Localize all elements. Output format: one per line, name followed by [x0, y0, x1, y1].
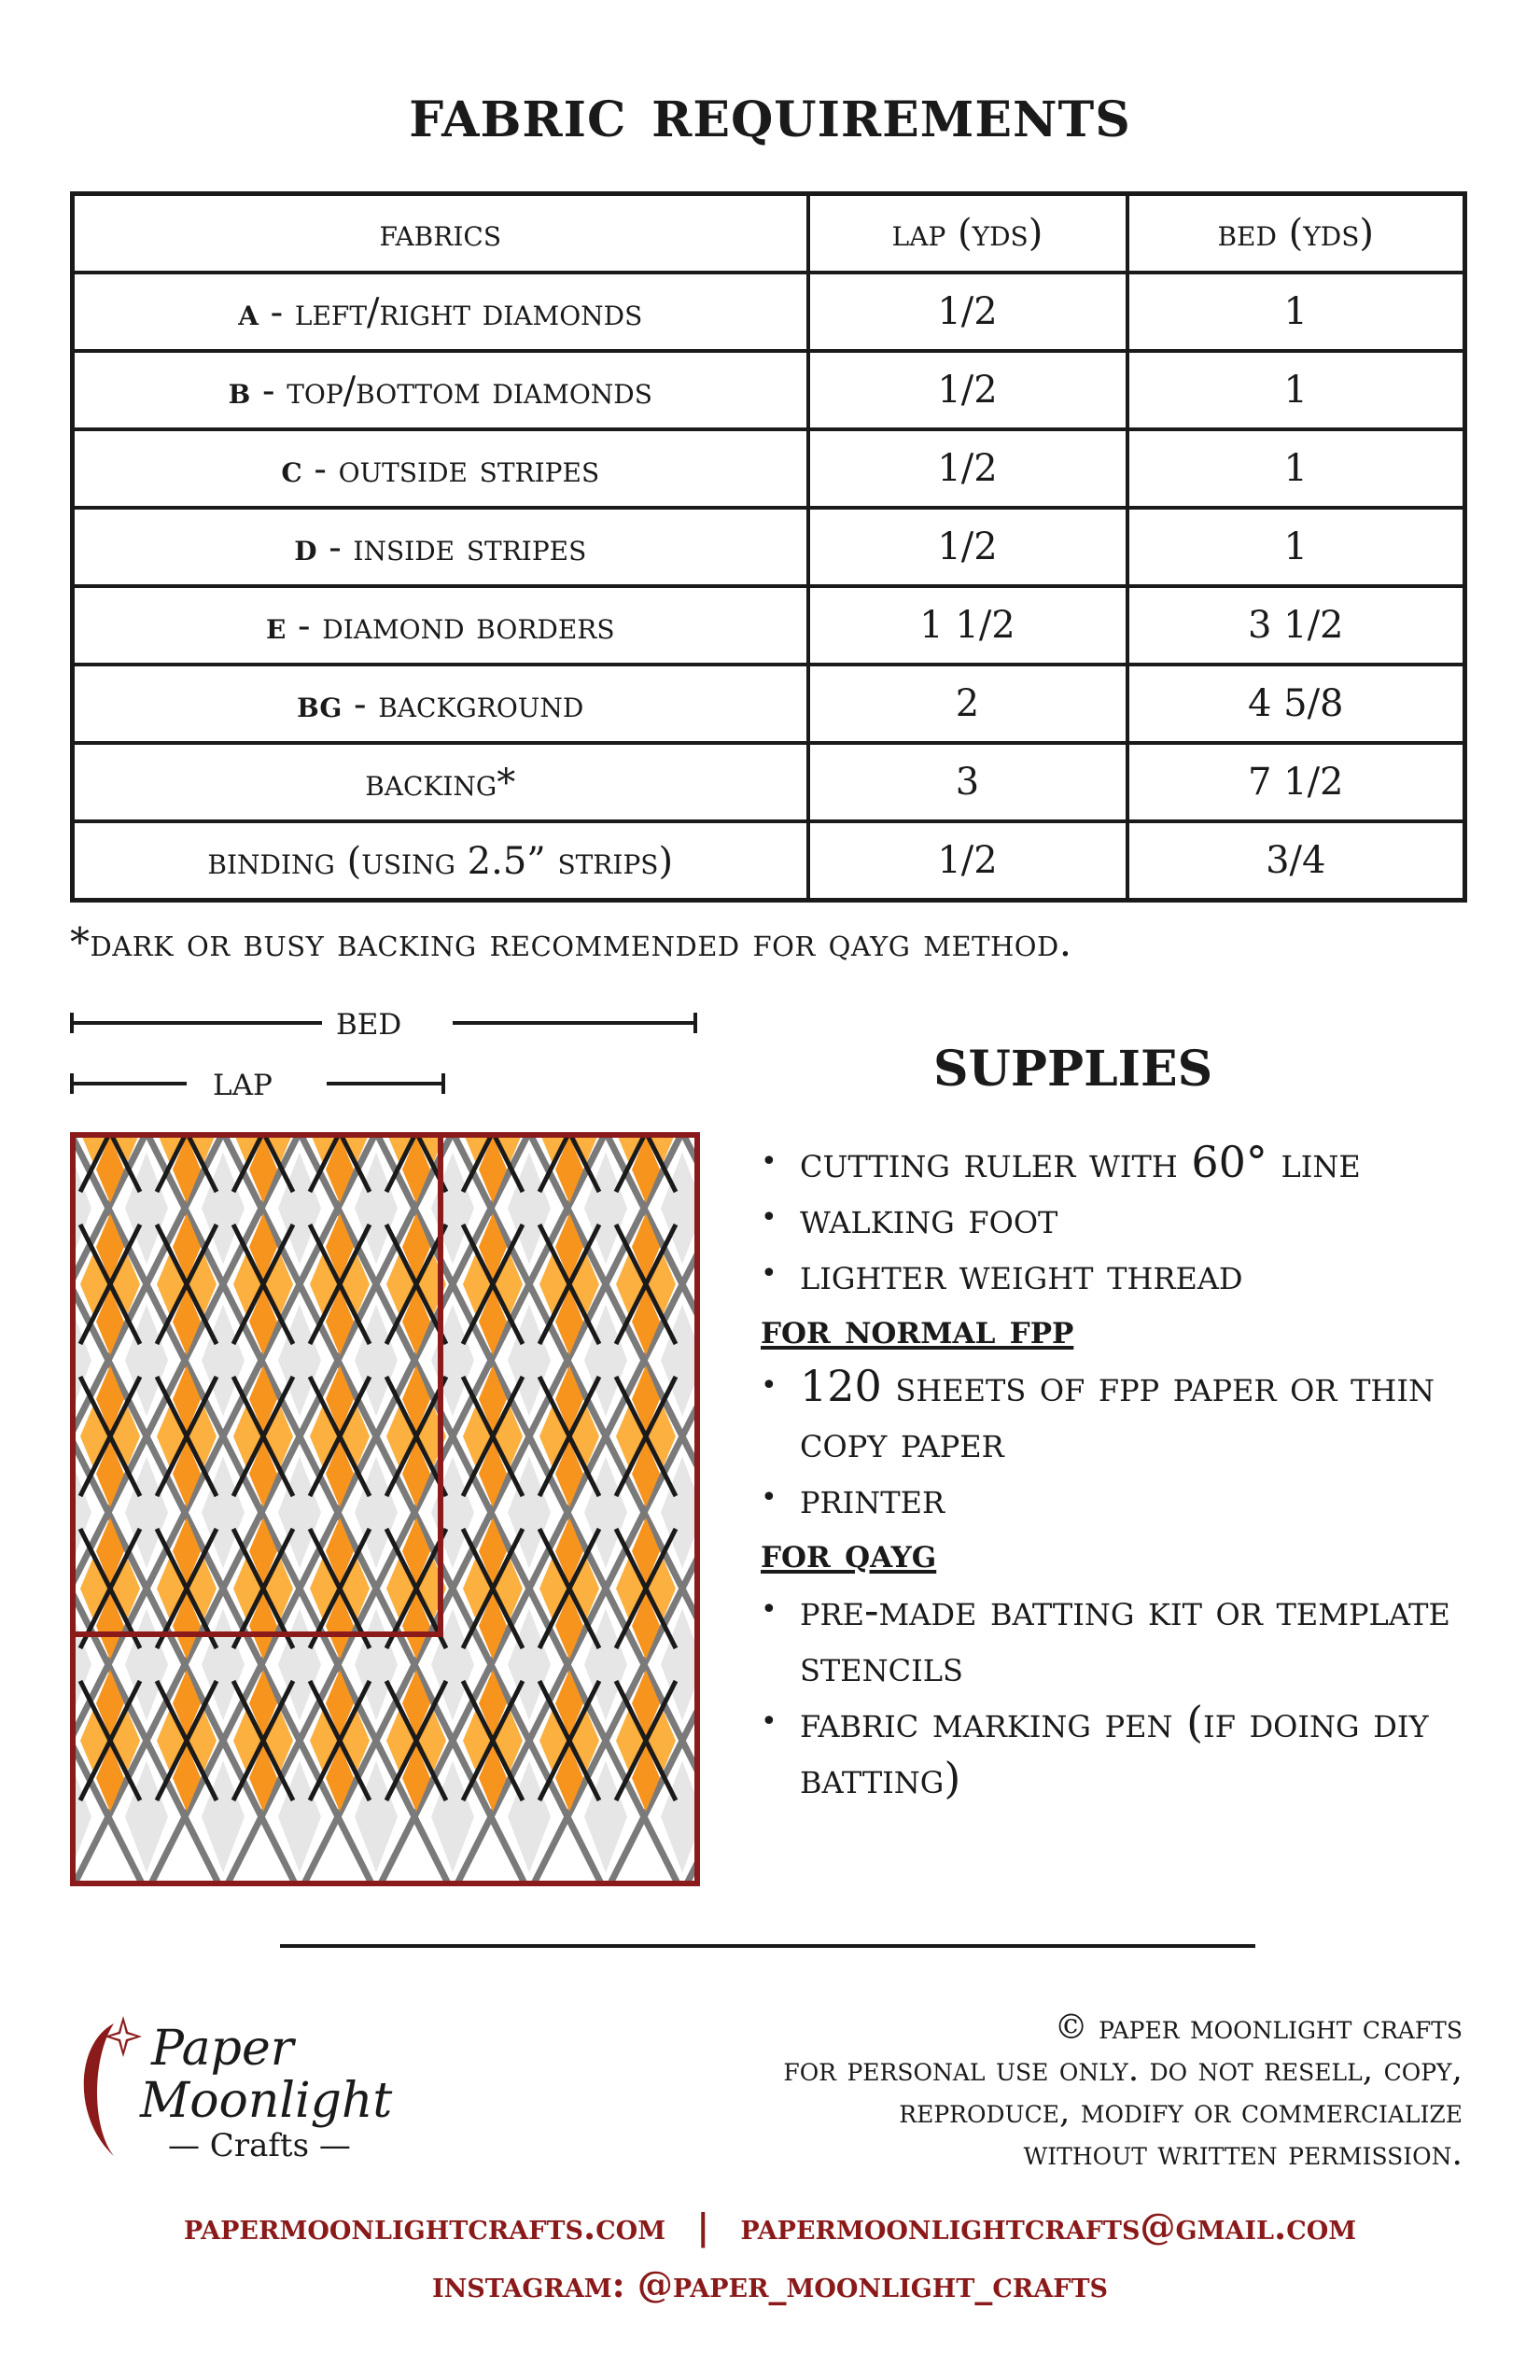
fabric-code: e	[265, 603, 287, 648]
usage-line: without written permission.	[1023, 2135, 1463, 2173]
table-row	[73, 508, 1465, 586]
supply-item: • 120 sheets of fpp paper or thin copy paper	[761, 1358, 1489, 1470]
bed-dim-line-left	[70, 1021, 322, 1025]
lap-cell: 1 1/2	[808, 586, 1127, 665]
lap-dim-tick-right	[441, 1073, 445, 1094]
fabric-code: a	[238, 289, 259, 334]
brand-logo	[65, 2007, 457, 2175]
page-title: fabric requirements	[409, 73, 1131, 153]
lap-cell: 1/2	[808, 508, 1127, 586]
contact-line	[0, 2198, 1540, 2256]
fabric-cell	[73, 743, 808, 821]
header-lap: lap (yds)	[808, 194, 1127, 273]
star-inner-icon	[110, 2023, 136, 2051]
copyright-line: © paper moonlight crafts	[1054, 2009, 1463, 2047]
table-header-row	[73, 194, 1465, 273]
fabric-desc: backing*	[365, 761, 516, 805]
table-row	[73, 351, 1465, 429]
table-row	[73, 586, 1465, 665]
lap-dim-label: lap	[213, 1057, 273, 1105]
bed-cell: 1	[1127, 429, 1465, 508]
lap-dim-line-right	[327, 1082, 445, 1085]
lap-cell: 1/2	[808, 351, 1127, 429]
fabric-desc: - top/bottom diamonds	[250, 369, 652, 413]
bed-cell: 1	[1127, 508, 1465, 586]
fabric-desc: - left/right diamonds	[258, 290, 643, 334]
fabric-cell	[73, 429, 808, 508]
bed-cell: 4 5/8	[1127, 665, 1465, 743]
bed-cell: 3 1/2	[1127, 586, 1465, 665]
fpp-subheading: for normal fpp	[761, 1306, 1074, 1353]
bed-dim-label: bed	[336, 997, 402, 1044]
fabric-requirements-table	[70, 191, 1467, 903]
bed-dim-tick-right	[693, 1013, 697, 1033]
supply-item: • walking foot	[761, 1190, 1489, 1246]
supply-item: • cutting ruler with 60° line	[761, 1134, 1489, 1190]
fabric-desc: - outside stripes	[301, 447, 600, 491]
header-bed: bed (yds)	[1127, 194, 1465, 273]
link-separator: |	[696, 2205, 710, 2247]
table-row	[73, 821, 1465, 901]
fabric-cell	[73, 508, 808, 586]
supply-item: • pre-made batting kit or template stencils	[761, 1582, 1489, 1694]
qayg-subheading: for qayg	[761, 1530, 937, 1577]
fabric-code: d	[294, 525, 317, 569]
bed-cell: 3/4	[1127, 821, 1465, 901]
table-row	[73, 429, 1465, 508]
lap-cell: 2	[808, 665, 1127, 743]
table-row	[73, 273, 1465, 351]
lap-cell: 1/2	[808, 821, 1127, 901]
divider-line	[280, 1944, 1255, 1948]
supply-item: • printer	[761, 1470, 1489, 1526]
moon-icon	[84, 2023, 114, 2156]
fabric-desc: binding (using 2.5” strips)	[207, 839, 674, 883]
fabric-code: b	[228, 368, 251, 413]
fabric-code: bg	[297, 681, 343, 726]
fabric-cell	[73, 821, 808, 901]
logo-word-crafts: — Crafts —	[168, 2127, 351, 2164]
lap-cell: 1/2	[808, 429, 1127, 508]
bed-cell: 1	[1127, 273, 1465, 351]
fabric-desc: - diamond borders	[286, 604, 615, 648]
supplies-list	[761, 1134, 1489, 1806]
lap-cell: 3	[808, 743, 1127, 821]
fabric-cell	[73, 586, 808, 665]
copyright-block	[623, 2007, 1463, 2175]
header-fabrics: fabrics	[73, 194, 808, 273]
usage-line: reproduce, modify or commercialize	[899, 2093, 1463, 2131]
bed-cell: 7 1/2	[1127, 743, 1465, 821]
backing-note: *dark or busy backing recommended for qayg method.	[70, 919, 1072, 965]
bed-dim-line-right	[453, 1021, 697, 1025]
logo-word-paper: Paper	[151, 2021, 294, 2077]
fabric-code: c	[281, 446, 302, 491]
contact-links	[0, 2198, 1540, 2314]
fabric-cell	[73, 665, 808, 743]
email-link[interactable]: papermoonlightcrafts@gmail.com	[740, 2205, 1357, 2247]
supply-item: • fabric marking pen (if doing diy batting)	[761, 1694, 1489, 1806]
lap-dim-line-left	[70, 1082, 187, 1085]
instagram-link[interactable]: instagram: @paper_moonlight_crafts	[431, 2263, 1109, 2305]
logo-word-moonlight: Moonlight	[140, 2073, 393, 2129]
bed-cell: 1	[1127, 351, 1465, 429]
quilt-diagram	[70, 1132, 700, 1886]
fabric-cell	[73, 351, 808, 429]
fabric-desc: - background	[342, 682, 584, 726]
fabric-cell	[73, 273, 808, 351]
usage-line: for personal use only. do not resell, copy,	[783, 2051, 1463, 2089]
supply-item: • lighter weight thread	[761, 1246, 1489, 1302]
table-row	[73, 743, 1465, 821]
supplies-heading: supplies	[933, 1022, 1213, 1102]
logo-graphic	[65, 2007, 457, 2175]
table-row	[73, 665, 1465, 743]
fabric-desc: - inside stripes	[316, 525, 587, 569]
lap-cell: 1/2	[808, 273, 1127, 351]
website-link[interactable]: papermoonlightcrafts.com	[183, 2205, 666, 2247]
